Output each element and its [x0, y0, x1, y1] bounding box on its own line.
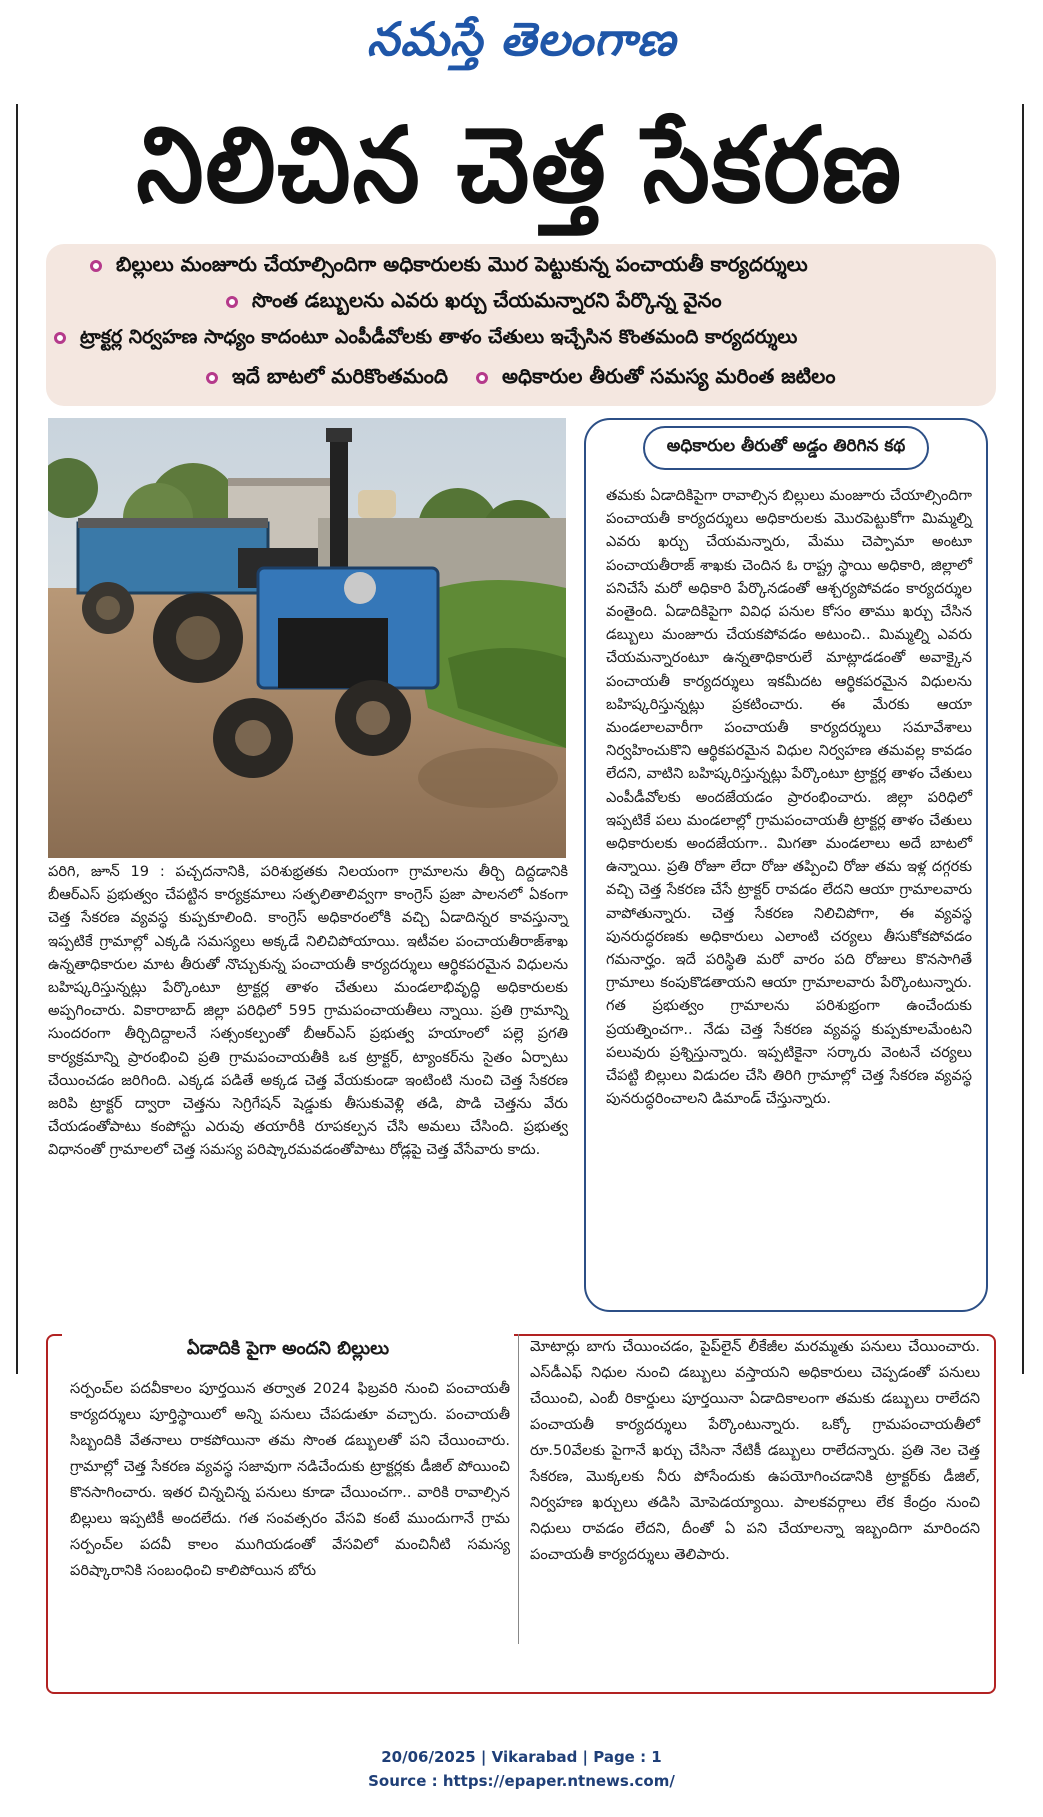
left-rule — [16, 104, 18, 1374]
footer-source-line: Source : https://epaper.ntnews.com/ — [368, 1772, 675, 1790]
highlight-4: ఇదే బాటలో మరికొంతమంది — [206, 364, 448, 393]
highlight-2: సొంత డబ్బులను ఎవరు ఖర్చు చేయమన్నారని పేర్కొన్న వైనం — [226, 288, 722, 317]
lower-box-title — [62, 1326, 514, 1372]
bullet-icon — [90, 260, 102, 272]
masthead-title: నమస్తే తెలంగాణ — [366, 12, 677, 66]
bullet-icon — [476, 372, 488, 384]
bullet-icon — [226, 296, 238, 308]
lower-left-text: సర్పంచ్‌ల పదవీకాలం పూర్తయిన తర్వాత 2024 ఫిబ్రవరి నుంచి పంచాయతీ కార్యదర్శులు పూర్తిస్థాయిలో అన్ని పనులు చేపడుతూ వచ్చారు. పంచాయతీ సిబ్బందికి వేతనాలు రాకపోయినా తమ సొంత డబ్బులతో పని చేయించారు. గ్రామాల్లో చెత్త సేకరణ వ్యవస్థ సజావుగా నడిచేందుకు ట్రాక్టర్లకు డీజిల్ పోయించి కొనసాగించారు. ఇతర చిన్నచిన్న పనులు కూడా చేయించగా.. వారికి రావాల్సిన బిల్లులు ఇప్పటికీ అందలేదు. గత సంవత్సరం వేసవి కంటే ముందుగానే గ్రామ సర్పంచ్‌ల పదవీ కాలం ముగియడంతో వేసవిలో మంచినీటి సమస్య పరిష్కారానికి సంబంధించి కాలిపోయిన బోరు — [70, 1380, 510, 1579]
tractor-photo-image — [48, 418, 566, 858]
main-article-text: పరిగి, జూన్ 19 : పచ్చదనానికి, పరిశుభ్రతకు నిలయంగా గ్రామాలను తీర్చి దిద్దడానికి బీఆర్‌ఎస్ ప్రభుత్వం చేపట్టిన కార్యక్రమాలు సత్ఫలితాలివ్వగా కాంగ్రెస్ ప్రజా పాలనలో ఏకంగా చెత్త సేకరణ వ్యవస్థ కుప్పకూలింది. కాంగ్రెస్ అధికారంలోకి వచ్చి ఏడాదిన్నర కావస్తున్నా ఇప్పటికే గ్రామాల్లో ఎక్కడి సమస్యలు అక్కడే నిలిచిపోయాయి. ఇటీవల పంచాయతీరాజ్‌శాఖ ఉన్నతాధికారుల మాట తీరుతో నొచ్చుకున్న పంచాయతీ కార్యదర్శులు ఆర్థికపరమైన విధులను బహిష్కరిస్తున్నట్లు పేర్కొంటూ ట్రాక్టర్ల తాళం చేతులు మండలాభివృద్ధి అధికారులకు అప్పగించారు. వికారాబాద్ జిల్లా పరిధిలో 595 గ్రామపంచాయతీలు న్నాయి. ప్రతి గ్రామాన్ని సుందరంగా తీర్చిదిద్దాలనే సత్సంకల్పంతో బీఆర్‌ఎస్ ప్రభుత్వ హయాంలో పల్లె ప్రగతి కార్యక్రమాన్ని ప్రారంభించి ప్రతి గ్రామపంచాయతీకి ఒక ట్రాక్టర్, ట్యాంకర్‌ను సైతం ఏర్పాటు చేయించడం జరిగింది. ఎక్కడ పడితే అక్కడ చెత్త వేయకుండా ఇంటింటి నుంచి చెత్త సేకరణ జరిపి ట్రాక్టర్ ద్వారా చెత్తను సెగ్రిగేషన్ షెడ్డుకు తీసుకువెళ్లి తడి, పొడి చెత్తను వేరు చేయడంతోపాటు కంపోస్టు ఎరువు తయారీకి రూపకల్పన చేసి అమలు చేసింది. ప్రభుత్వ విధానంతో గ్రామాలలో చెత్త సమస్య పరిష్కారమవడంతోపాటు రోడ్లపై చెత్త వేసేవారు కాదు. — [48, 863, 568, 1159]
headline-text: నిలిచిన చెత్త సేకరణ — [136, 104, 904, 226]
right-rule — [1022, 104, 1024, 1374]
sidebar-title-wrap — [584, 418, 988, 478]
headline — [20, 100, 1020, 230]
lower-column-divider — [518, 1334, 519, 1644]
masthead — [0, 0, 1043, 80]
highlight-1: బిల్లులు మంజూరు చేయాల్సిందిగా అధికారులకు మొర పెట్టుకున్న పంచాయతీ కార్యదర్శులు — [90, 252, 808, 281]
bullet-icon — [206, 372, 218, 384]
lower-box-title-text: ఏడాదికి పైగా అందని బిల్లులు — [186, 1338, 390, 1359]
sidebar-text: తమకు ఏడాదికిపైగా రావాల్సిన బిల్లులు మంజూరు చేయాల్సిందిగా పంచాయతీ కార్యదర్శులు అధికారులకు మొరపెట్టుకోగా మిమ్మల్ని ఎవరు ఖర్చు చేయమన్నారు, మేము చెప్పామా అంటూ పంచాయతీరాజ్ శాఖకు చెందిన ఓ రాష్ట్ర స్థాయి అధికారి, జిల్లాలో పనిచేసే మరో అధికారి పేర్కొనడంతో ఆశ్చర్యపోవడం కార్యదర్శుల వంతైంది. ఏడాదికిపైగా వివిధ పనుల కోసం తాము ఖర్చు చేసిన డబ్బులు మంజూరు చేయకపోవడం అటుంచి.. మిమ్మల్ని ఎవరు చేయమన్నారంటూ ఉన్నతాధికారులే మాట్లాడడంతో అవాక్కైన పంచాయతీ కార్యదర్శులు ఇకమీదట ఆర్థికపరమైన విధులను బహిష్కరిస్తున్నట్లు ప్రకటించారు. ఈ మేరకు ఆయా మండలాలవారీగా పంచాయతీ కార్యదర్శులు సమావేశాలు నిర్వహించుకొని ఆర్థికపరమైన విధుల నిర్వహణ తమవల్ల కావడం లేదని, వాటిని బహిష్కరిస్తున్నట్లు పేర్కొంటూ ట్రాక్టర్ల తాళం చేతులు ఎంపీడీవోలకు అందజేయడం ప్రారంభించారు. జిల్లా పరిధిలో ఇప్పటికే పలు మండలాల్లో గ్రామపంచాయతీ ట్రాక్టర్ల తాళం చేతులు అధికారులకు అందజేయగా.. మిగతా మండలాలు అదే బాటలో ఉన్నాయి. ప్రతి రోజూ లేదా రోజు తప్పించి రోజు తమ ఇళ్ల దగ్గరకు వచ్చి చెత్త సేకరణ చేసే ట్రాక్టర్ రావడం లేదని ఆయా గ్రామాలవారు వాపోతున్నారు. చెత్త సేకరణ నిలిచిపోగా, ఈ వ్యవస్థ పునరుద్ధరణకు అధికారులు ఎలాంటి చర్యలు తీసుకోకపోవడం గమనార్హం. ఇదే పరిస్థితి మరో వారం పది రోజులు కొనసాగితే గ్రామాలు కంపుకొడతాయని ఆయా గ్రామాలవారు పేర్కొంటున్నారు. గత ప్రభుత్వం గ్రామాలను పరిశుభ్రంగా ఉంచేందుకు ప్రయత్నించగా.. నేడు చెత్త సేకరణ వ్యవస్థ కుప్పకూలమేంటని పలువురు ప్రశ్నిస్తున్నారు. ఇప్పటికైనా సర్కారు వెంటనే చర్యలు చేపట్టి బిల్లులు విడుదల చేసి తిరిగి గ్రామాల్లో చెత్త సేకరణ వ్యవస్థ పునరుద్ధరించాలని డిమాండ్ చేస్తున్నారు. — [606, 487, 972, 1108]
highlight-5: అధికారుల తీరుతో సమస్య మరింత జటిలం — [476, 364, 836, 393]
footer-edition-line: 20/06/2025 | Vikarabad | Page : 1 — [381, 1748, 662, 1766]
highlight-3: ట్రాక్టర్ల నిర్వహణ సాధ్యం కాదంటూ ఎంపీడీవోలకు తాళం చేతులు ఇచ్చేసిన కొంతమంది కార్యదర్శులు — [54, 326, 797, 353]
sidebar-title: అధికారుల తీరుతో అడ్డం తిరిగిన కథ — [643, 426, 930, 470]
lower-right-text: మోటార్లు బాగు చేయించడం, పైప్‌లైన్ లీకేజీల మరమ్మతు పనులు చేయించారు. ఎస్‌డీఎఫ్ నిధుల నుంచి డబ్బులు వస్తాయని అధికారులు చెప్పడంతో పనులు చేయించి, ఎంబీ రికార్డులు పూర్తయినా ఏడాదికాలంగా తమకు డబ్బులు రాలేదని పంచాయతీ కార్యదర్శులు పేర్కొంటున్నారు. ఒక్కో గ్రామపంచాయతీలో రూ.50వేలకు పైగానే ఖర్చు చేసినా నేటికీ డబ్బులు రాలేదన్నారు. ప్రతి నెల చెత్త సేకరణ, మొక్కలకు నీరు పోసేందుకు ఉపయోగించడానికి ట్రాక్టర్‌కు డీజిల్, నిర్వహణ ఖర్చులు తడిసి మోపెడయ్యాయి. పాలకవర్గాలు లేక కేంద్రం నుంచి నిధులు రావడం లేదని, దీంతో ఏ పని చేయాలన్నా ఇబ్బందిగా మారిందని పంచాయతీ కార్యదర్శులు తెలిపారు. — [530, 1338, 980, 1563]
bullet-icon — [54, 332, 66, 344]
highlights-box — [46, 244, 996, 406]
tractor-photo — [48, 418, 566, 858]
